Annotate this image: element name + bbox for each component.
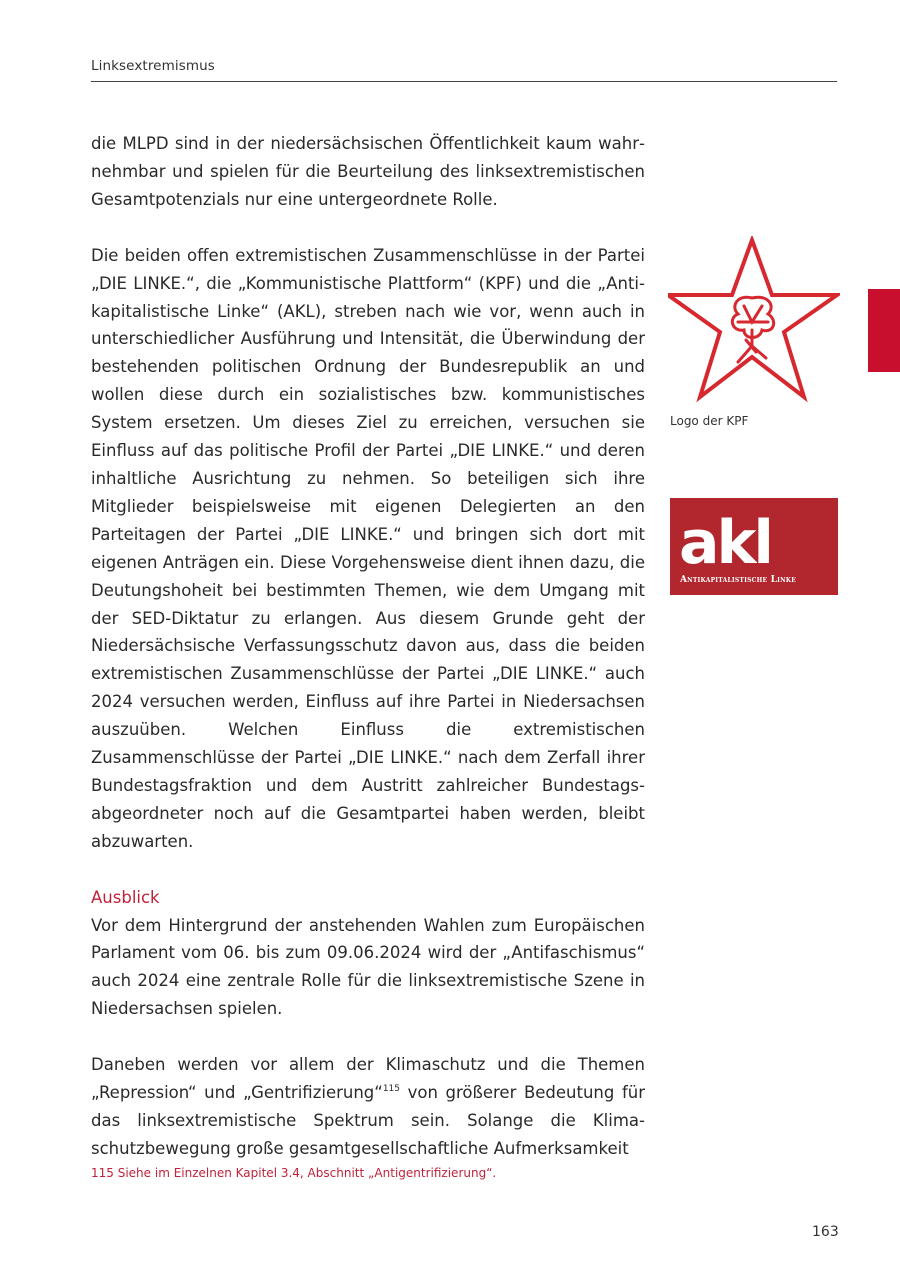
footnote: 115 Siehe im Einzelnen Kapitel 3.4, Abschnitt „Antigentrifizierung“. [91,1166,497,1180]
akl-logo-text: akl [679,508,771,578]
paragraph-mlpd: die MLPD sind in der niedersächsischen Öffentlichkeit kaum wahrnehmbar und spielen für die Beurteilung des linksextremistischen Gesamtpotenzials nur eine untergeordnete Rolle. [91,134,645,209]
footnote-reference: 115 [382,1084,400,1095]
kpf-logo-caption: Logo der KPF [670,414,749,428]
paragraph-kpf-akl: Die beiden offen extremistischen Zusammenschlüsse in der Partei „DIE LINKE.“, die „Kommunistische Plattform“ (KPF) und die „Antikapitalistische Linke“ (AKL), streben nach wie vor, wenn auch in unterschiedlicher Ausführung und Intensität, die Überwindung der bestehenden politischen Ordnung der Bundesrepublik an und wollen diese durch ein sozialistisches bzw. kommunistisches System ersetzen. Um dieses Ziel zu erreichen, versuchen sie Einfluss auf das politische Profil der Partei „DIE LINKE.“ und deren inhaltliche Ausrichtung zu nehmen. So beteiligen sich ihre Mitglieder beispielsweise mit eigenen Delegierten an den Parteitagen der Partei „DIE LINKE.“ und bringen sich dort mit eigenen Anträgen ein. Diese Vorgehensweise dient ihnen dazu, die Deutungshoheit bei bestimmten Themen, wie dem Umgang mit der SED-Diktatur zu erlangen. Aus diesem Grunde geht der Niedersächsische Verfassungsschutz davon aus, dass die beiden extremistischen Zusammenschlüsse der Partei „DIE LINKE.“ auch 2024 versuchen werden, Einfluss auf ihre Partei in Niedersachsen auszuüben. Welchen Einfluss die extremistischen Zusammenschlüsse der Partei „DIE LINKE.“ nach dem Zerfall ihrer Bundestagsfraktion und dem Austritt zahlreicher Bundestagsabgeordneter noch auf die Gesamtpartei haben werden, bleibt abzuwarten. [91,245,645,851]
chapter-tab-marker [868,289,900,372]
carnation-icon [732,297,773,362]
section-heading-ausblick: Ausblick [91,887,160,907]
paragraph-climate-start: Daneben werden vor allem der Klimaschutz und die Themen „Repression“ und „Gentrifizierung“ [91,1055,645,1103]
paragraph-climate [91,1051,645,1163]
kpf-star-logo [668,236,840,404]
paragraph-climate-end: von größerer Bedeutung für das linksextremistische Spektrum sein. Solange die Klimaschutzbewegung große gesamtgesellschaftliche Aufmerksamkeit [91,1083,645,1158]
paragraph-outlook: Vor dem Hintergrund der anstehenden Wahlen zum Europäischen Parlament vom 06. bis zum 09.06.2024 wird der „Antifaschismus“ auch 2024 eine zentrale Rolle für die linksextremistische Szene in Niedersachsen spielen. [91,915,645,1019]
akl-logo-subtitle: Antikapitalistische Linke [680,575,796,585]
akl-logo [670,498,838,595]
main-text [91,130,645,1163]
header-rule [91,81,837,82]
page-number: 163 [812,1224,839,1240]
running-header: Linksextremismus [91,58,215,74]
